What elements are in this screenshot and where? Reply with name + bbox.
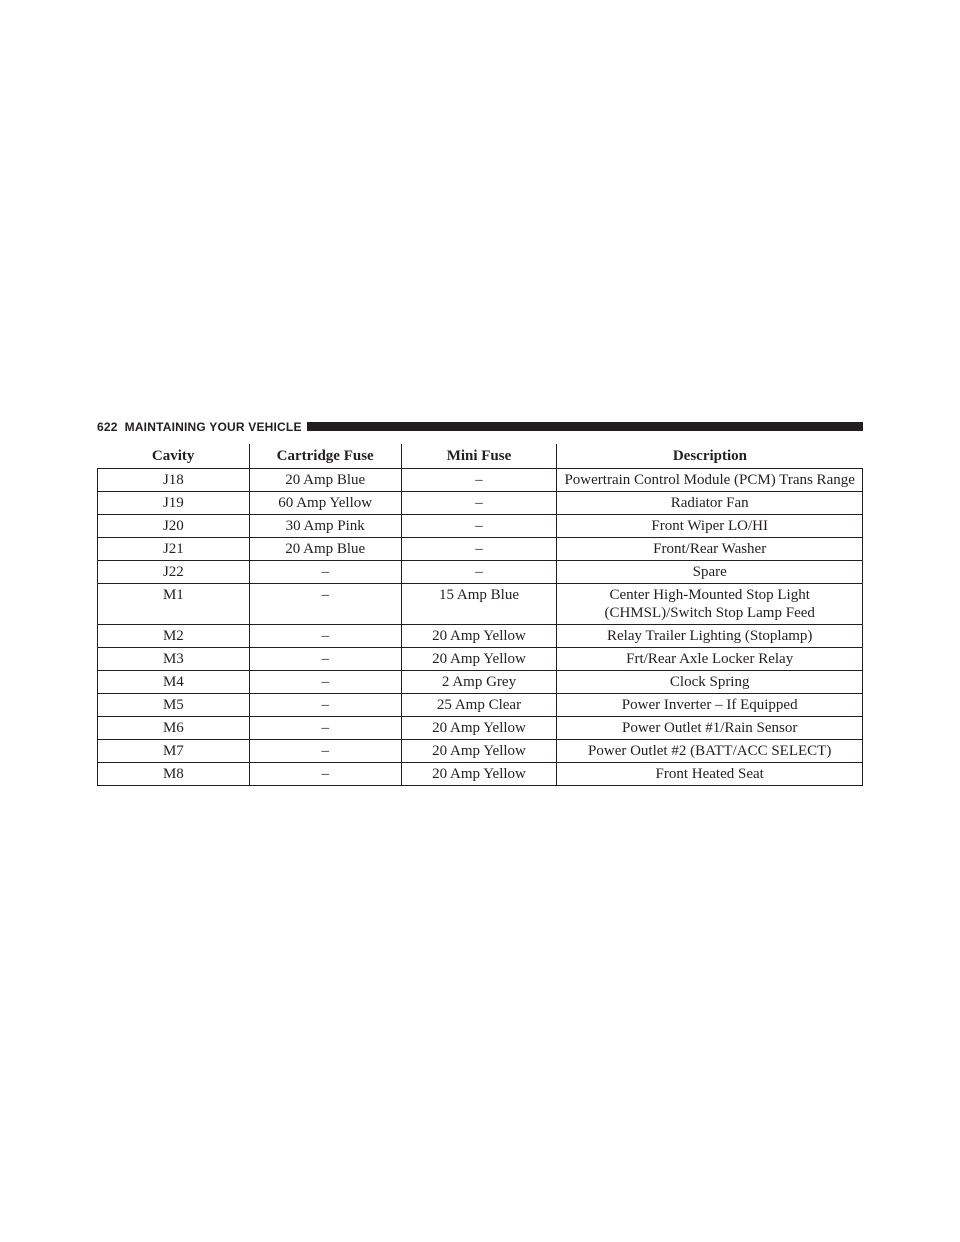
cavity-cell: J20 bbox=[98, 515, 250, 538]
cavity-cell: M4 bbox=[98, 671, 250, 694]
table-row bbox=[98, 763, 863, 786]
description-cell: Power Outlet #2 (BATT/ACC SELECT) bbox=[557, 740, 863, 763]
mini-fuse-cell: – bbox=[401, 515, 557, 538]
cavity-cell: J22 bbox=[98, 561, 250, 584]
mini-fuse-cell: – bbox=[401, 561, 557, 584]
mini-fuse-cell: – bbox=[401, 492, 557, 515]
description-cell: Spare bbox=[557, 561, 863, 584]
cartridge-fuse-cell: 20 Amp Blue bbox=[249, 469, 401, 492]
description-cell: Front/Rear Washer bbox=[557, 538, 863, 561]
table-row bbox=[98, 717, 863, 740]
description-cell: Clock Spring bbox=[557, 671, 863, 694]
mini-fuse-cell: 20 Amp Yellow bbox=[401, 625, 557, 648]
table-row bbox=[98, 584, 863, 625]
cartridge-fuse-cell: – bbox=[249, 694, 401, 717]
cavity-cell: M5 bbox=[98, 694, 250, 717]
mini-fuse-cell: 25 Amp Clear bbox=[401, 694, 557, 717]
description-cell: Radiator Fan bbox=[557, 492, 863, 515]
cartridge-fuse-cell: – bbox=[249, 561, 401, 584]
table-row bbox=[98, 740, 863, 763]
mini-fuse-cell: 20 Amp Yellow bbox=[401, 763, 557, 786]
table-row bbox=[98, 492, 863, 515]
description-cell: Powertrain Control Module (PCM) Trans Range bbox=[557, 469, 863, 492]
table-row bbox=[98, 625, 863, 648]
cartridge-fuse-cell: 30 Amp Pink bbox=[249, 515, 401, 538]
cavity-cell: J18 bbox=[98, 469, 250, 492]
cavity-cell: M6 bbox=[98, 717, 250, 740]
cartridge-fuse-cell: – bbox=[249, 671, 401, 694]
column-header-cavity: Cavity bbox=[98, 444, 250, 469]
column-header-description: Description bbox=[557, 444, 863, 469]
mini-fuse-cell: – bbox=[401, 538, 557, 561]
header-rule bbox=[307, 422, 863, 431]
table-header-row bbox=[98, 444, 863, 469]
mini-fuse-cell: 15 Amp Blue bbox=[401, 584, 557, 625]
table-row bbox=[98, 538, 863, 561]
cartridge-fuse-cell: – bbox=[249, 584, 401, 625]
table-row bbox=[98, 671, 863, 694]
column-header-cartridge-fuse: Cartridge Fuse bbox=[249, 444, 401, 469]
description-cell: Front Wiper LO/HI bbox=[557, 515, 863, 538]
cavity-cell: M1 bbox=[98, 584, 250, 625]
table-row bbox=[98, 648, 863, 671]
cartridge-fuse-cell: 60 Amp Yellow bbox=[249, 492, 401, 515]
fuse-table bbox=[97, 444, 863, 786]
cartridge-fuse-cell: – bbox=[249, 625, 401, 648]
mini-fuse-cell: 20 Amp Yellow bbox=[401, 717, 557, 740]
cavity-cell: M2 bbox=[98, 625, 250, 648]
description-cell: Power Outlet #1/Rain Sensor bbox=[557, 717, 863, 740]
cartridge-fuse-cell: – bbox=[249, 648, 401, 671]
section-title: MAINTAINING YOUR VEHICLE bbox=[124, 419, 302, 434]
cartridge-fuse-cell: – bbox=[249, 740, 401, 763]
table-row bbox=[98, 469, 863, 492]
mini-fuse-cell: 20 Amp Yellow bbox=[401, 740, 557, 763]
cavity-cell: M8 bbox=[98, 763, 250, 786]
description-cell: Power Inverter – If Equipped bbox=[557, 694, 863, 717]
cavity-cell: J19 bbox=[98, 492, 250, 515]
mini-fuse-cell: – bbox=[401, 469, 557, 492]
cavity-cell: M3 bbox=[98, 648, 250, 671]
column-header-mini-fuse: Mini Fuse bbox=[401, 444, 557, 469]
cavity-cell: M7 bbox=[98, 740, 250, 763]
cartridge-fuse-cell: – bbox=[249, 717, 401, 740]
cartridge-fuse-cell: 20 Amp Blue bbox=[249, 538, 401, 561]
table-row bbox=[98, 561, 863, 584]
table-row bbox=[98, 515, 863, 538]
page-number: 622 bbox=[97, 419, 118, 434]
mini-fuse-cell: 20 Amp Yellow bbox=[401, 648, 557, 671]
page-header bbox=[97, 418, 863, 435]
table-row bbox=[98, 694, 863, 717]
description-cell: Front Heated Seat bbox=[557, 763, 863, 786]
description-cell: Relay Trailer Lighting (Stoplamp) bbox=[557, 625, 863, 648]
cartridge-fuse-cell: – bbox=[249, 763, 401, 786]
mini-fuse-cell: 2 Amp Grey bbox=[401, 671, 557, 694]
description-cell: Frt/Rear Axle Locker Relay bbox=[557, 648, 863, 671]
cavity-cell: J21 bbox=[98, 538, 250, 561]
description-cell: Center High-Mounted Stop Light (CHMSL)/Switch Stop Lamp Feed bbox=[557, 584, 863, 625]
